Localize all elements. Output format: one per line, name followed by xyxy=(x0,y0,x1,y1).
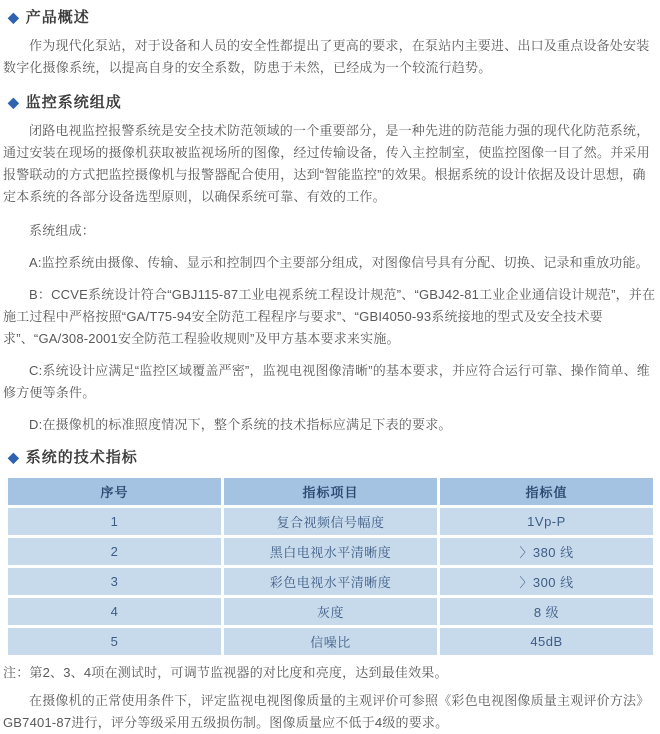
column-header: 指标值 xyxy=(440,478,653,505)
specs-table xyxy=(5,475,656,658)
composition-item-c: C:系统设计应满足“监控区域覆盖严密”，监视电视图像清晰”的基本要求，并应符合运行可靠、操作简单、维修方便等条件。 xyxy=(3,363,650,400)
table-row xyxy=(8,508,653,535)
section-heading-overview xyxy=(8,6,656,27)
table-cell: 复合视频信号幅度 xyxy=(224,508,437,535)
table-row xyxy=(8,538,653,565)
table-cell: 1 xyxy=(8,508,221,535)
table-cell: 4 xyxy=(8,598,221,625)
table-note: 注：第2、3、4项在测试时，可调节监视器的对比度和亮度，达到最佳效果。 xyxy=(3,665,448,680)
table-row xyxy=(8,598,653,625)
table-cell: 3 xyxy=(8,568,221,595)
composition-item-a: A:监控系统由摄像、传输、显示和控制四个主要部分组成，对图像信号具有分配、切换、记录和重放功能。 xyxy=(29,255,649,270)
composition-intro: 闭路电视监控报警系统是安全技术防范领域的一个重要部分，是一种先进的防范能力强的现代化防范系统，通过安装在现场的摄像机获取被监视场所的图像，经过传输设备，传入主控制室，使监控图像一目了然。并采用报警联动的方式把监控摄像机与报警器配合使用，达到“智能监控”的效果。根据系统的设计依据及设计思想，确定本系统的各部分设备选型原则，以确保系统可靠、有效的工作。 xyxy=(3,123,650,204)
table-cell: 黑白电视水平清晰度 xyxy=(224,538,437,565)
composition-item-b: B：CCVE系统设计符合“GBJ115-87工业电视系统工程设计规范”、“GBJ42-81工业企业通信设计规范”，并在施工过程中严格按照“GA/T75-94安全防范工程程序与要求”、“GBI4050-93系统接地的型式及安全技术要求”、“GA/308-2001安全防范工程验收规则”及甲方基本要求来实施。 xyxy=(3,287,656,346)
closing-paragraph: 在摄像机的正常使用条件下，评定监视电视图像质量的主观评价可参照《彩色电视图像质量主观评价方法》GB7401-87进行，评分等级采用五级损伤制。图像质量应不低于4级的要求。 xyxy=(3,693,650,730)
column-header: 指标项目 xyxy=(224,478,437,505)
table-cell: 45dB xyxy=(440,628,653,655)
diamond-icon: ◆ xyxy=(8,93,19,110)
diamond-icon: ◆ xyxy=(8,8,19,25)
specs-table-body xyxy=(8,508,653,655)
table-cell: 8 级 xyxy=(440,598,653,625)
section-heading-specs xyxy=(8,446,656,467)
table-cell: 〉300 线 xyxy=(440,568,653,595)
table-cell: 2 xyxy=(8,538,221,565)
table-row xyxy=(8,568,653,595)
column-header: 序号 xyxy=(8,478,221,505)
composition-item-d: D:在摄像机的标准照度情况下，整个系统的技术指标应满足下表的要求。 xyxy=(29,417,452,432)
table-cell: 彩色电视水平清晰度 xyxy=(224,568,437,595)
section-title: 产品概述 xyxy=(25,9,90,26)
table-cell: 灰度 xyxy=(224,598,437,625)
table-cell: 〉380 线 xyxy=(440,538,653,565)
table-cell: 信噪比 xyxy=(224,628,437,655)
section-title: 系统的技术指标 xyxy=(25,449,138,466)
table-cell: 5 xyxy=(8,628,221,655)
section-heading-composition xyxy=(8,91,656,112)
composition-subtitle: 系统组成： xyxy=(29,223,96,238)
table-row xyxy=(8,628,653,655)
table-cell: 1Vp-P xyxy=(440,508,653,535)
section-title: 监控系统组成 xyxy=(25,94,122,111)
overview-paragraph: 作为现代化泵站，对于设备和人员的安全性都提出了更高的要求，在泵站内主要进、出口及重点设备处安装数字化摄像系统，以提高自身的安全系数，防患于未然，已经成为一个较流行趋势。 xyxy=(3,38,650,75)
specs-table-header-row xyxy=(8,478,653,505)
diamond-icon: ◆ xyxy=(8,448,19,465)
